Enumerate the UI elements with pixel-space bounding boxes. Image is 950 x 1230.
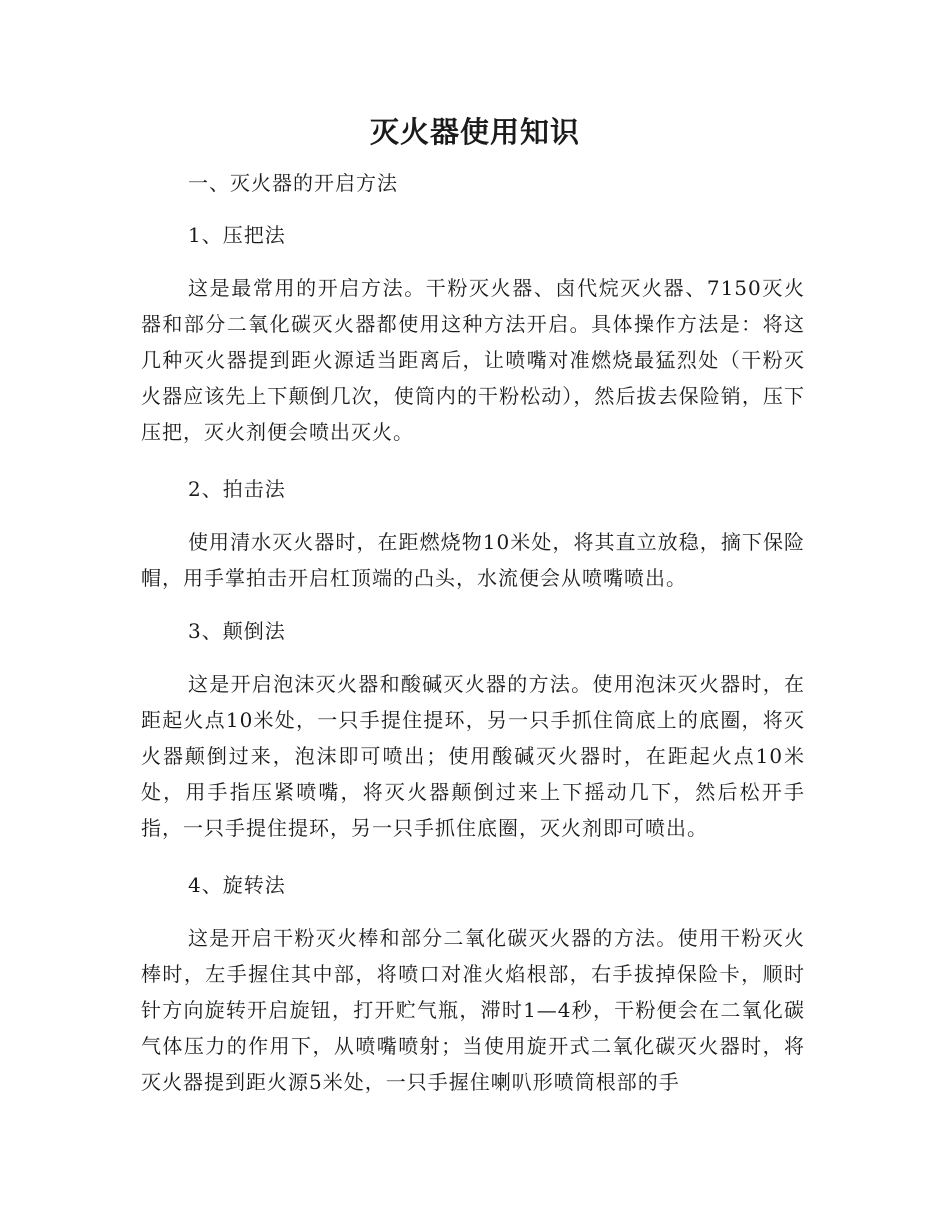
paragraph-tap-method: 使用清水灭火器时，在距燃烧物10米处，将其直立放稳，摘下保险帽，用手掌拍击开启杠顶端的凸头，水流便会从喷嘴喷出。 <box>141 530 805 590</box>
section-heading-invert-method: 3、颠倒法 <box>188 619 286 643</box>
paragraph-rotate-method: 这是开启干粉灭火棒和部分二氧化碳灭火器的方法。使用干粉灭火棒时，左手握住其中部，将喷口对准火焰根部，右手拔掉保险卡，顺时针方向旋转开启旋钮，打开贮气瓶，滞时1—4秒，干粉便会在二氧化碳气体压力的作用下，从喷嘴喷射；当使用旋开式二氧化碳灭火器时，将灭火器提到距火源5米处，一只手握住喇叭形喷筒根部的手 <box>141 926 805 1094</box>
section-heading-rotate-method: 4、旋转法 <box>188 873 286 897</box>
paragraph-invert-method: 这是开启泡沫灭火器和酸碱灭火器的方法。使用泡沫灭火器时，在距起火点10米处，一只手提住提环，另一只手抓住筒底上的底圈，将灭火器颠倒过来，泡沫即可喷出；使用酸碱灭火器时，在距起火点10米处，用手指压紧喷嘴，将灭火器颠倒过来上下摇动几下，然后松开手指，一只手提住提环，另一只手抓住底圈，灭火剂即可喷出。 <box>141 672 805 840</box>
paragraph-press-method: 这是最常用的开启方法。干粉灭火器、卤代烷灭火器、7150灭火器和部分二氧化碳灭火器都使用这种方法开启。具体操作方法是：将这几种灭火器提到距火源适当距离后，让喷嘴对准燃烧最猛烈处（干粉灭火器应该先上下颠倒几次，使筒内的干粉松动），然后拔去保险销，压下压把，灭火剂便会喷出灭火。 <box>141 276 805 444</box>
section-heading-tap-method: 2、拍击法 <box>188 477 286 501</box>
section-heading-opening-methods: 一、灭火器的开启方法 <box>188 171 398 195</box>
section-heading-press-method: 1、压把法 <box>188 223 286 247</box>
document-title: 灭火器使用知识 <box>369 115 580 149</box>
